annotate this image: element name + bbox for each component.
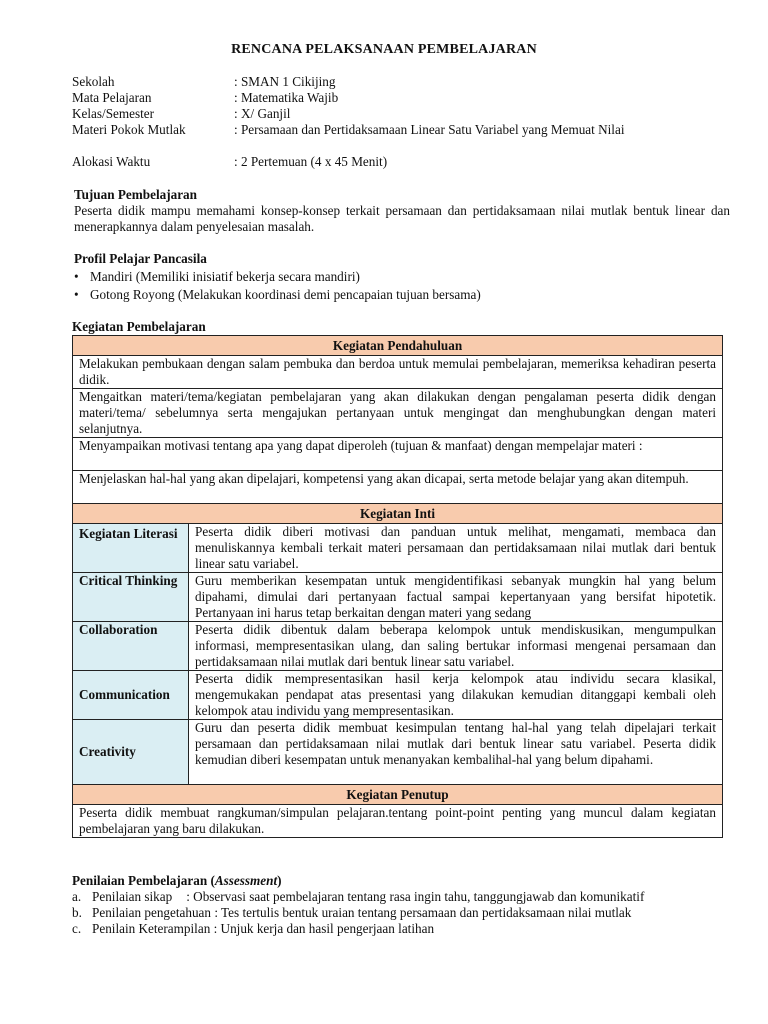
inti-label — [73, 622, 189, 671]
inti-desc — [189, 720, 723, 785]
list-marker: b. — [72, 905, 82, 920]
tujuan-heading: Tujuan Pembelajaran — [74, 187, 197, 202]
inti-label — [73, 671, 189, 720]
penilaian-text: : Unjuk kerja dan hasil pengerjaan latihan — [213, 921, 435, 936]
info-label: Alokasi Waktu — [72, 154, 151, 169]
info-row-materi-pokok — [72, 122, 732, 154]
list-marker: a. — [72, 889, 82, 904]
inti-desc — [189, 622, 723, 671]
info-row-sekolah — [72, 74, 732, 90]
inti-desc-text: Peserta didik diberi motivasi dan panduan untuk melihat, mengamati, membaca dan menuliskannya kembali terkait materi persamaan dan pertidaksamaan nilai mutlak dari bentuk linear satu variabel. — [195, 524, 717, 571]
penutup-row — [73, 805, 723, 838]
penilaian-text: : Observasi saat pembelajaran tentang rasa ingin tahu, tanggungjawab dan komunikatif — [186, 889, 645, 904]
list-item — [72, 268, 481, 286]
penilaian-label: Penilain Keterampilan — [92, 921, 211, 936]
penilaian-label: Penilaian sikap — [92, 889, 173, 904]
bullet-icon: • — [74, 269, 79, 284]
kegiatan-heading: Kegiatan Pembelajaran — [72, 319, 206, 334]
table-row — [73, 671, 723, 720]
profil-list — [72, 268, 481, 304]
pendahuluan-row — [73, 356, 723, 389]
table-row — [73, 524, 723, 573]
inti-label-text: Communication — [79, 687, 170, 702]
inti-desc — [189, 524, 723, 573]
inti-label-text: Critical Thinking — [79, 573, 178, 588]
info-value: : SMAN 1 Cikijing — [234, 74, 336, 89]
list-item — [72, 921, 732, 937]
penilaian-heading-text: Penilaian Pembelajaran ( — [72, 873, 215, 888]
list-item — [72, 286, 481, 304]
inti-label — [73, 524, 189, 573]
list-item — [72, 905, 732, 921]
inti-header: Kegiatan Inti — [73, 504, 723, 524]
penutup-header: Kegiatan Penutup — [73, 785, 723, 805]
table-row — [73, 573, 723, 622]
inti-desc-text: Guru dan peserta didik membuat kesimpulan tentang hal-hal yang telah dipelajari terkait persamaan dan pertidaksamaan nilai mutlak dari bentuk linear satu variabel. Peserta didik kemudian diberi kesempatan untuk menanyakan kembalihal-hal yang belum dipahami. — [195, 720, 717, 767]
inti-desc-text: Guru memberikan kesempatan untuk mengidentifikasi sebanyak mungkin hal yang belum dipahami, dimulai dari pertanyaan factual sampai kepertanyaan yang bersifat hipotetik. Pertanyaan ini harus tetap berkaitan dengan materi yang sedang — [195, 573, 717, 620]
info-label: Mata Pelajaran — [72, 90, 152, 105]
info-label: Kelas/Semester — [72, 106, 155, 121]
info-value: : Matematika Wajib — [234, 90, 339, 105]
info-value: : X/ Ganjil — [234, 106, 291, 121]
inti-label-text: Collaboration — [79, 622, 158, 637]
inti-desc — [189, 671, 723, 720]
identity-block — [72, 74, 732, 170]
pendahuluan-row — [73, 438, 723, 471]
info-row-alokasi-waktu — [72, 154, 732, 170]
penilaian-text: : Tes tertulis bentuk uraian tentang persamaan dan pertidaksamaan nilai mutlak — [214, 905, 632, 920]
inti-label — [73, 573, 189, 622]
document-title: RENCANA PELAKSANAAN PEMBELAJARAN — [231, 42, 537, 57]
tujuan-text: Peserta didik mampu memahami konsep-konsep terkait persamaan dan pertidaksamaan nilai mutlak bentuk linear dan menerapkannya dalam penyelesaian masalah. — [74, 203, 730, 234]
pendahuluan-row — [73, 389, 723, 438]
profil-item-text: Gotong Royong (Melakukan koordinasi demi pencapaian tujuan bersama) — [90, 287, 481, 302]
info-value: : Persamaan dan Pertidaksamaan Linear Satu Variabel yang Memuat Nilai — [234, 122, 625, 137]
inti-desc — [189, 573, 723, 622]
profil-item-text: Mandiri (Memiliki inisiatif bekerja secara mandiri) — [90, 269, 360, 284]
info-row-kelas-semester — [72, 106, 732, 122]
pendahuluan-text: Menyampaikan motivasi tentang apa yang dapat diperoleh (tujuan & manfaat) dengan mempelajar materi : — [79, 438, 643, 453]
table-row — [73, 720, 723, 785]
list-item — [72, 889, 732, 905]
list-marker: c. — [72, 921, 82, 936]
pendahuluan-header: Kegiatan Pendahuluan — [73, 336, 723, 356]
pendahuluan-row — [73, 471, 723, 504]
pendahuluan-text: Melakukan pembukaan dengan salam pembuka dan berdoa untuk memulai pembelajaran, memeriksa kehadiran peserta didik. — [79, 356, 717, 387]
penilaian-block — [72, 873, 732, 937]
inti-label — [73, 720, 189, 785]
info-label: Sekolah — [72, 74, 115, 89]
profil-heading: Profil Pelajar Pancasila — [74, 251, 207, 266]
inti-desc-text: Peserta didik dibentuk dalam beberapa kelompok untuk mendiskusikan, mengumpulkan informasi, mempresentasikan ulang, dan saling bertukar informasi mengenai persamaan dan pertidaksamaan nilai mutlak dari bentuk linear satu variabel. — [195, 622, 717, 669]
pendahuluan-text: Mengaitkan materi/tema/kegiatan pembelajaran yang akan dilakukan dengan pengalaman peserta didik dengan materi/tema/ sebelumnya serta mengajukan pertanyaan untuk mengingat dan menghubungkan dengan materi selanjutnya. — [79, 389, 717, 436]
penilaian-heading — [72, 873, 732, 889]
inti-label-text: Creativity — [79, 744, 136, 759]
info-label: Materi Pokok Mutlak — [72, 122, 186, 137]
info-row-mata-pelajaran — [72, 90, 732, 106]
bullet-icon: • — [74, 287, 79, 302]
penilaian-label: Penilaian pengetahuan — [92, 905, 212, 920]
inti-label-text: Kegiatan Literasi — [79, 526, 178, 541]
table-row — [73, 622, 723, 671]
penutup-text: Peserta didik membuat rangkuman/simpulan pelajaran.tentang point-point penting yang muncul dalam kegiatan pembelajaran yang baru dilakukan. — [79, 805, 717, 836]
pendahuluan-text: Menjelaskan hal-hal yang akan dipelajari, kompetensi yang akan dicapai, serta metode belajar yang akan ditempuh. — [79, 471, 689, 486]
inti-desc-text: Peserta didik mempresentasikan hasil kerja kelompok atau individu secara klasikal, mengemukakan pendapat atas presentasi yang dilakukan kemudian ditanggapi kembali oleh kelompok atau individu yang mempresentasikan. — [195, 671, 717, 718]
info-value: : 2 Pertemuan (4 x 45 Menit) — [234, 154, 388, 169]
kegiatan-table — [72, 335, 723, 838]
penilaian-heading-em: Assessment — [214, 873, 278, 888]
penilaian-heading-close: ) — [277, 873, 282, 888]
